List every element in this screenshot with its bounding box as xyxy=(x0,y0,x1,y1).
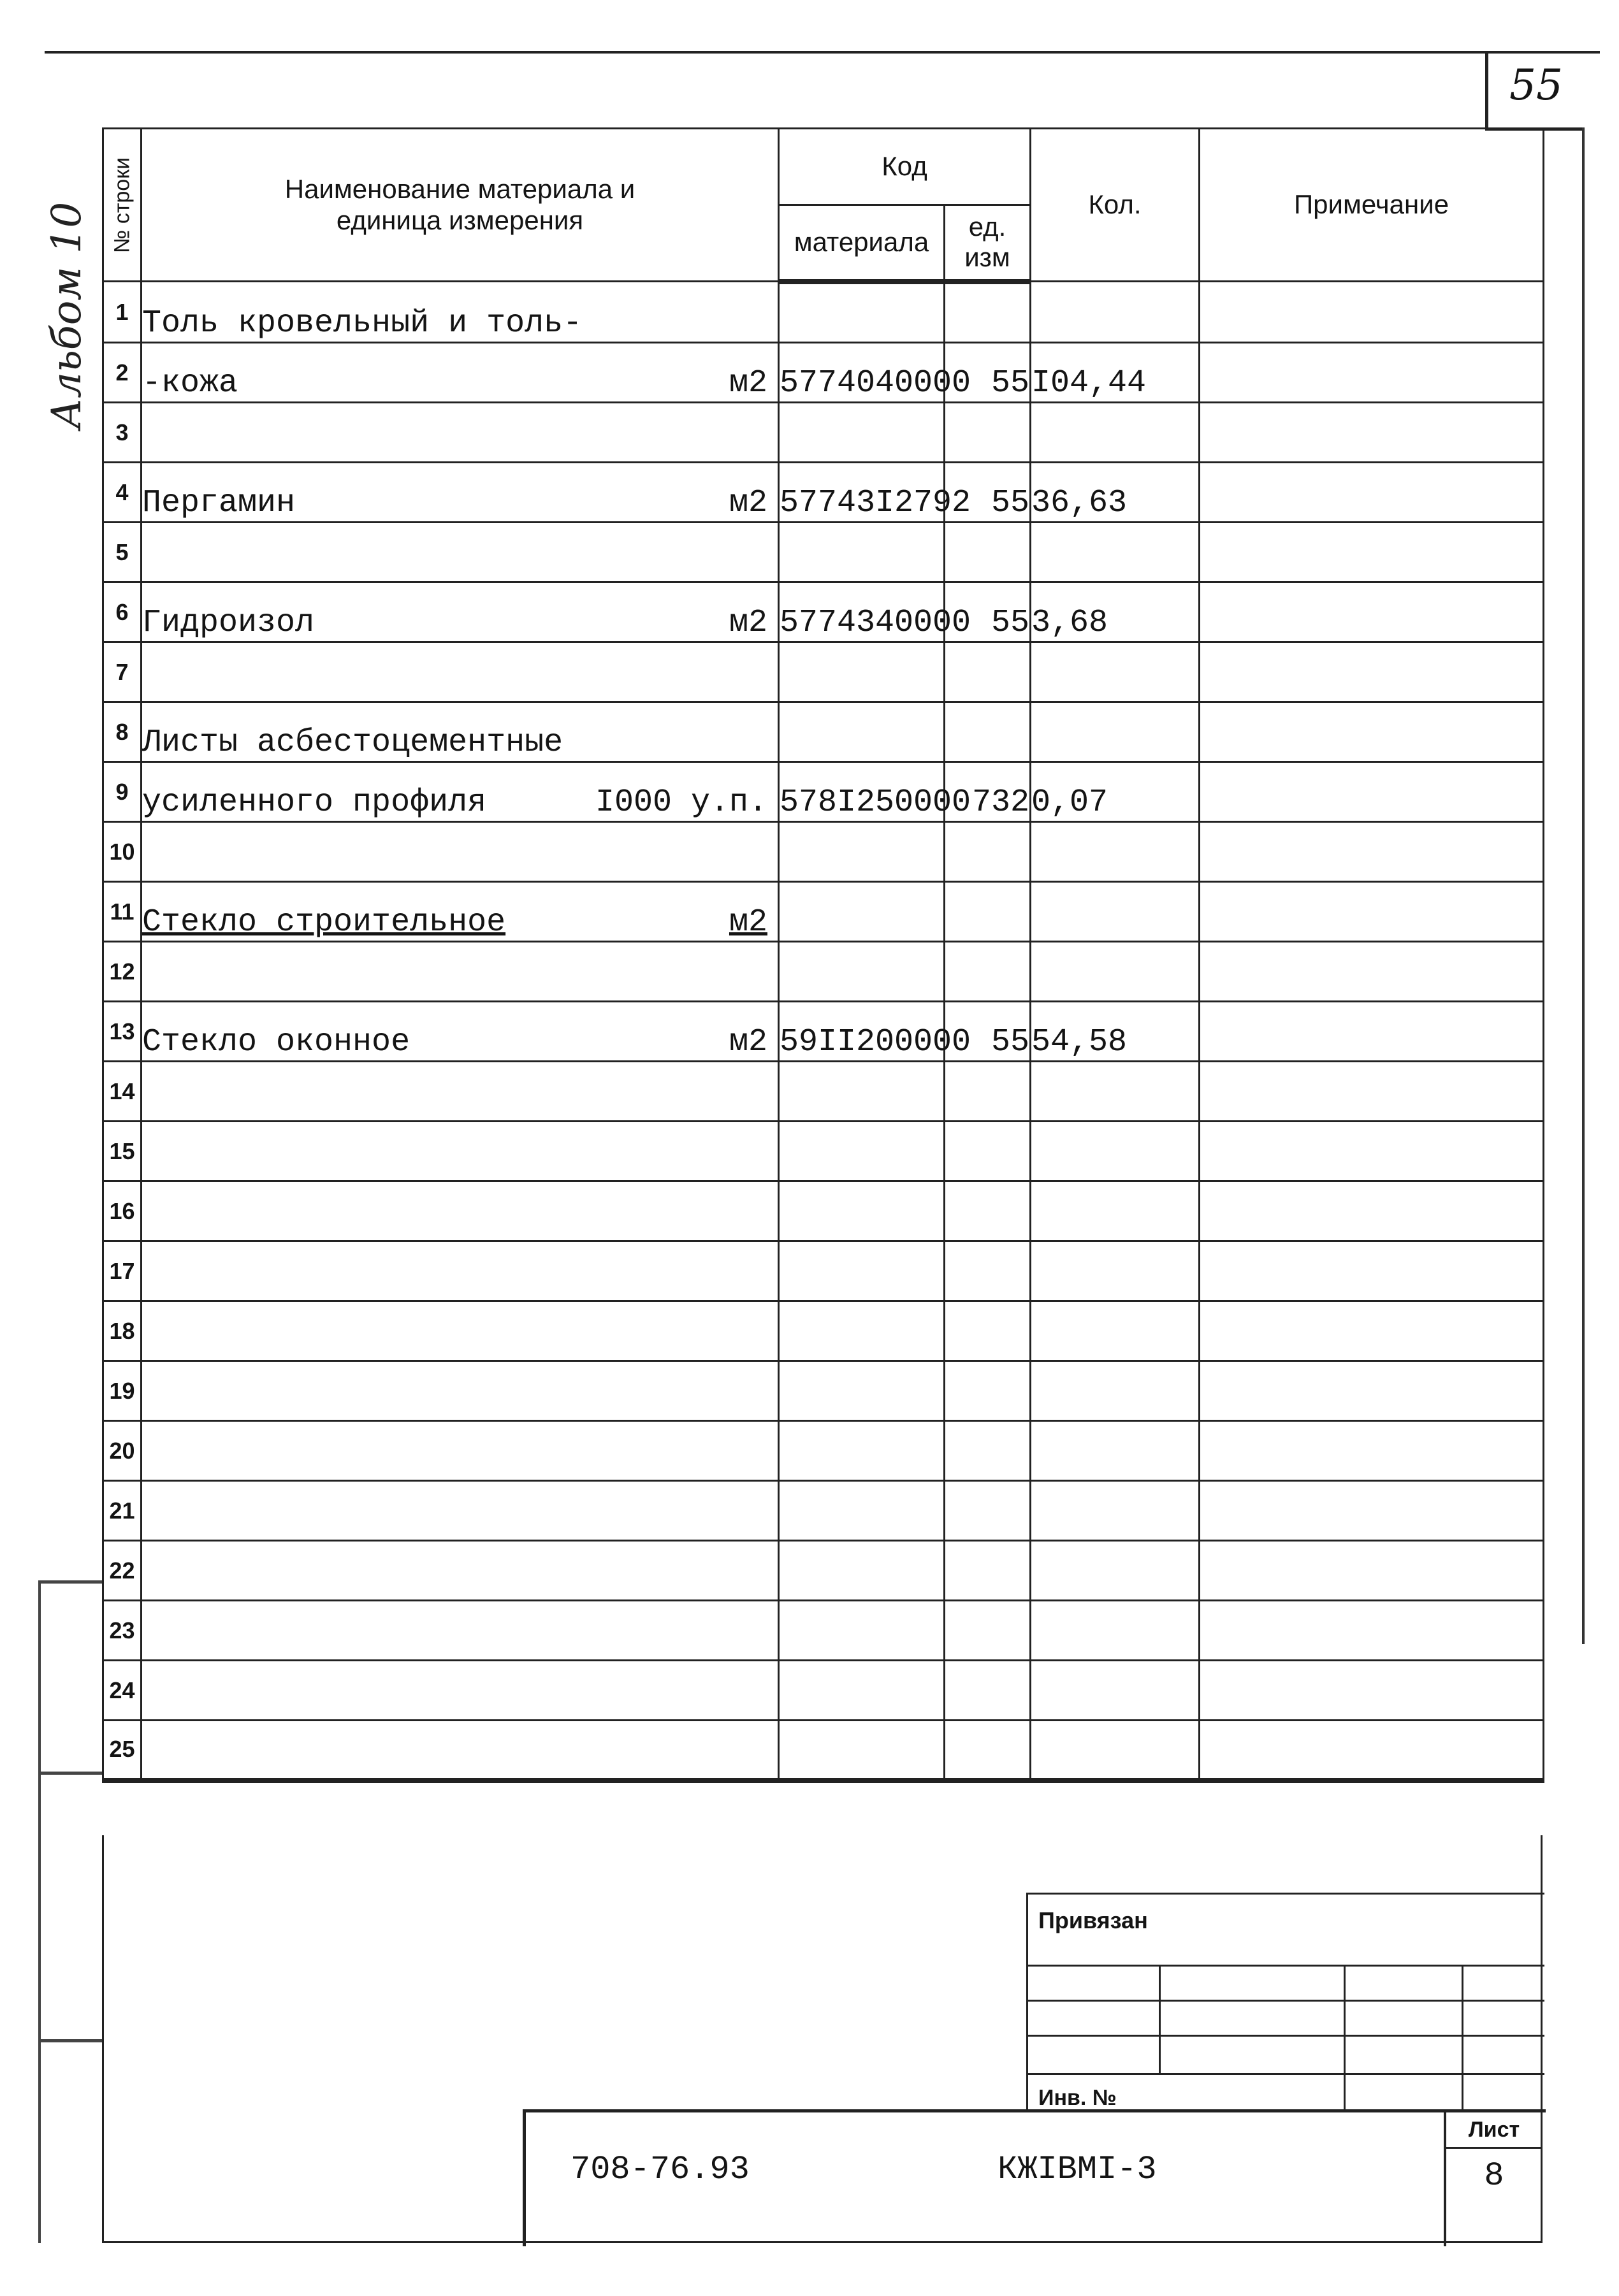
material-unit: м2 xyxy=(729,365,767,401)
note xyxy=(1200,463,1544,523)
material-code xyxy=(779,1181,945,1241)
material-name xyxy=(142,1002,779,1062)
quantity xyxy=(1031,822,1200,882)
title-block xyxy=(523,2109,1546,2246)
unit-code xyxy=(945,1301,1031,1361)
table-row xyxy=(103,1062,1544,1122)
material-name xyxy=(142,822,779,882)
unit-code xyxy=(945,702,1031,762)
note xyxy=(1200,702,1544,762)
note xyxy=(1200,1421,1544,1481)
quantity xyxy=(1031,1601,1200,1661)
page-number: 55 xyxy=(1509,61,1563,110)
material-code xyxy=(779,1541,945,1601)
material-name xyxy=(142,1721,779,1780)
row-number: 17 xyxy=(103,1241,142,1301)
material-unit: м2 xyxy=(729,605,767,641)
table-row xyxy=(103,463,1544,523)
album-label: Альбом 10 xyxy=(43,201,91,430)
material-code xyxy=(779,1661,945,1721)
material-name xyxy=(142,942,779,1002)
note xyxy=(1200,942,1544,1002)
document-code: КЖIВМI-3 xyxy=(998,2151,1157,2188)
table-row xyxy=(103,1241,1544,1301)
material-code xyxy=(779,882,945,942)
unit-code xyxy=(945,1181,1031,1241)
material-unit: м2 xyxy=(729,485,767,521)
margin-rule xyxy=(38,1580,41,2243)
row-number: 22 xyxy=(103,1541,142,1601)
material-name xyxy=(142,762,779,822)
unit-code xyxy=(945,1062,1031,1122)
quantity xyxy=(1031,403,1200,463)
material-code xyxy=(779,1062,945,1122)
col-header-material: материала xyxy=(779,205,945,282)
table-row xyxy=(103,403,1544,463)
quantity xyxy=(1031,1481,1200,1541)
row-number: 18 xyxy=(103,1301,142,1361)
material-name xyxy=(142,702,779,762)
quantity xyxy=(1031,702,1200,762)
note xyxy=(1200,1181,1544,1241)
note xyxy=(1200,403,1544,463)
materials-sheet xyxy=(102,127,1543,1835)
right-border-line xyxy=(1582,127,1585,1644)
table-row xyxy=(103,1721,1544,1780)
quantity xyxy=(1031,1181,1200,1241)
note xyxy=(1200,1601,1544,1661)
note xyxy=(1200,1301,1544,1361)
album-annotation xyxy=(35,201,99,430)
row-number: 11 xyxy=(103,882,142,942)
table-row xyxy=(103,1181,1544,1241)
material-name xyxy=(142,1541,779,1601)
quantity xyxy=(1031,882,1200,942)
row-number: 5 xyxy=(103,523,142,582)
unit-code: 55 xyxy=(945,463,1031,523)
note xyxy=(1200,882,1544,942)
row-number: 2 xyxy=(103,343,142,403)
quantity xyxy=(1031,1421,1200,1481)
table-row xyxy=(103,1481,1544,1541)
unit-code xyxy=(945,523,1031,582)
material-code xyxy=(779,702,945,762)
margin-tick xyxy=(38,2039,102,2042)
row-number: 7 xyxy=(103,642,142,702)
material-name-text: усиленного профиля xyxy=(142,784,487,821)
row-number: 15 xyxy=(103,1122,142,1181)
material-name xyxy=(142,882,779,942)
quantity xyxy=(1031,642,1200,702)
quantity xyxy=(1031,1541,1200,1601)
quantity xyxy=(1031,1361,1200,1421)
material-name xyxy=(142,582,779,642)
material-name xyxy=(142,403,779,463)
note xyxy=(1200,1062,1544,1122)
material-name-text: Гидроизол xyxy=(142,605,315,641)
quantity xyxy=(1031,1122,1200,1181)
note xyxy=(1200,1661,1544,1721)
material-name xyxy=(142,1661,779,1721)
top-border-line xyxy=(45,51,1600,54)
material-code xyxy=(779,1481,945,1541)
table-row xyxy=(103,822,1544,882)
unit-code: 732 xyxy=(945,762,1031,822)
material-code xyxy=(779,642,945,702)
row-number: 8 xyxy=(103,702,142,762)
col-header-qty: Кол. xyxy=(1031,129,1200,282)
unit-code xyxy=(945,1481,1031,1541)
row-number: 21 xyxy=(103,1481,142,1541)
material-code xyxy=(779,1241,945,1301)
inventory-number-label: Инв. № xyxy=(1038,2086,1117,2110)
material-name xyxy=(142,1062,779,1122)
note xyxy=(1200,523,1544,582)
material-unit: м2 xyxy=(729,1024,767,1060)
row-number: 14 xyxy=(103,1062,142,1122)
material-name-text: Пергамин xyxy=(142,485,296,521)
material-code xyxy=(779,1361,945,1421)
row-number: 10 xyxy=(103,822,142,882)
materials-table-body xyxy=(103,282,1544,1780)
material-code xyxy=(779,523,945,582)
table-row xyxy=(103,1122,1544,1181)
note xyxy=(1200,822,1544,882)
material-name-text: Стекло строительное xyxy=(142,904,506,941)
material-code: 57743I2792 xyxy=(779,463,945,523)
note xyxy=(1200,1721,1544,1780)
quantity xyxy=(1031,1661,1200,1721)
col-header-code: Код xyxy=(779,129,1031,205)
material-name xyxy=(142,1122,779,1181)
unit-code: 55 xyxy=(945,582,1031,642)
material-code xyxy=(779,942,945,1002)
quantity xyxy=(1031,1721,1200,1780)
unit-code xyxy=(945,282,1031,343)
binding-stamp xyxy=(1026,1893,1544,2111)
quantity xyxy=(1031,523,1200,582)
material-name xyxy=(142,1181,779,1241)
material-unit: I000 у.п. xyxy=(595,784,767,821)
row-number: 3 xyxy=(103,403,142,463)
material-code xyxy=(779,1721,945,1780)
unit-code xyxy=(945,942,1031,1002)
row-number: 16 xyxy=(103,1181,142,1241)
material-unit: м2 xyxy=(729,904,767,941)
row-number: 12 xyxy=(103,942,142,1002)
table-row xyxy=(103,343,1544,403)
table-row xyxy=(103,1301,1544,1361)
unit-code xyxy=(945,1541,1031,1601)
material-code xyxy=(779,1421,945,1481)
col-header-name: Наименование материала и единица измерения xyxy=(142,129,779,282)
bound-label: Привязан xyxy=(1038,1907,1148,1933)
note xyxy=(1200,1241,1544,1301)
material-name xyxy=(142,642,779,702)
table-row xyxy=(103,1361,1544,1421)
note xyxy=(1200,762,1544,822)
unit-code xyxy=(945,642,1031,702)
material-name-text: -кожа xyxy=(142,365,238,401)
sheet-number: 8 xyxy=(1484,2157,1504,2195)
material-code: 5774040000 xyxy=(779,343,945,403)
unit-code xyxy=(945,1721,1031,1780)
material-name xyxy=(142,1421,779,1481)
note xyxy=(1200,1361,1544,1421)
material-name-text: Толь кровельный и толь- xyxy=(142,305,583,342)
row-number: 1 xyxy=(103,282,142,343)
material-code xyxy=(779,282,945,343)
material-name-text: Листы асбестоцементные xyxy=(142,725,563,761)
document-number: 708-76.93 xyxy=(570,2151,750,2188)
note xyxy=(1200,642,1544,702)
quantity: 54,58 xyxy=(1031,1002,1200,1062)
note xyxy=(1200,582,1544,642)
material-code xyxy=(779,1122,945,1181)
row-number: 24 xyxy=(103,1661,142,1721)
bottom-stamp-frame xyxy=(102,1835,1543,2243)
unit-code xyxy=(945,1361,1031,1421)
unit-code xyxy=(945,1241,1031,1301)
table-row xyxy=(103,523,1544,582)
quantity: I04,44 xyxy=(1031,343,1200,403)
material-code xyxy=(779,403,945,463)
unit-code xyxy=(945,1661,1031,1721)
table-row xyxy=(103,1002,1544,1062)
unit-code: 55 xyxy=(945,1002,1031,1062)
row-number: 4 xyxy=(103,463,142,523)
unit-code xyxy=(945,822,1031,882)
note xyxy=(1200,1541,1544,1601)
row-number: 9 xyxy=(103,762,142,822)
note xyxy=(1200,1481,1544,1541)
material-code xyxy=(779,822,945,882)
row-number: 20 xyxy=(103,1421,142,1481)
quantity: 3,68 xyxy=(1031,582,1200,642)
row-number: 6 xyxy=(103,582,142,642)
quantity: 0,07 xyxy=(1031,762,1200,822)
sheet-cell xyxy=(1444,2112,1548,2246)
unit-code xyxy=(945,1601,1031,1661)
note xyxy=(1200,343,1544,403)
note xyxy=(1200,282,1544,343)
materials-table xyxy=(102,127,1544,1783)
material-name xyxy=(142,343,779,403)
table-row xyxy=(103,702,1544,762)
table-row xyxy=(103,762,1544,822)
material-name xyxy=(142,1241,779,1301)
margin-tick xyxy=(38,1772,102,1775)
unit-code xyxy=(945,882,1031,942)
sheet-label: Лист xyxy=(1446,2112,1542,2149)
row-number: 19 xyxy=(103,1361,142,1421)
table-row xyxy=(103,1661,1544,1721)
table-row xyxy=(103,1541,1544,1601)
unit-code xyxy=(945,1421,1031,1481)
table-row xyxy=(103,282,1544,343)
quantity xyxy=(1031,942,1200,1002)
unit-code: 55 xyxy=(945,343,1031,403)
row-number: 13 xyxy=(103,1002,142,1062)
table-row xyxy=(103,582,1544,642)
table-row xyxy=(103,1421,1544,1481)
material-code xyxy=(779,1301,945,1361)
material-name xyxy=(142,1361,779,1421)
material-name xyxy=(142,282,779,343)
material-code: 578I250000 xyxy=(779,762,945,822)
quantity xyxy=(1031,1301,1200,1361)
material-name xyxy=(142,523,779,582)
material-code xyxy=(779,1601,945,1661)
col-header-note: Примечание xyxy=(1200,129,1544,282)
material-name xyxy=(142,463,779,523)
unit-code xyxy=(945,403,1031,463)
material-code: 59II200000 xyxy=(779,1002,945,1062)
margin-tick xyxy=(38,1580,102,1584)
table-row xyxy=(103,882,1544,942)
material-name xyxy=(142,1481,779,1541)
quantity xyxy=(1031,1062,1200,1122)
row-number: 25 xyxy=(103,1721,142,1780)
row-number: 23 xyxy=(103,1601,142,1661)
quantity xyxy=(1031,282,1200,343)
material-code: 5774340000 xyxy=(779,582,945,642)
material-name xyxy=(142,1601,779,1661)
table-row xyxy=(103,642,1544,702)
material-name-text: Стекло оконное xyxy=(142,1024,410,1060)
col-header-row-number: № строки xyxy=(103,129,142,282)
table-row xyxy=(103,1601,1544,1661)
unit-code xyxy=(945,1122,1031,1181)
table-row xyxy=(103,942,1544,1002)
note xyxy=(1200,1122,1544,1181)
quantity xyxy=(1031,1241,1200,1301)
col-header-unit: ед. изм xyxy=(945,205,1031,282)
quantity: 36,63 xyxy=(1031,463,1200,523)
material-name xyxy=(142,1301,779,1361)
note xyxy=(1200,1002,1544,1062)
